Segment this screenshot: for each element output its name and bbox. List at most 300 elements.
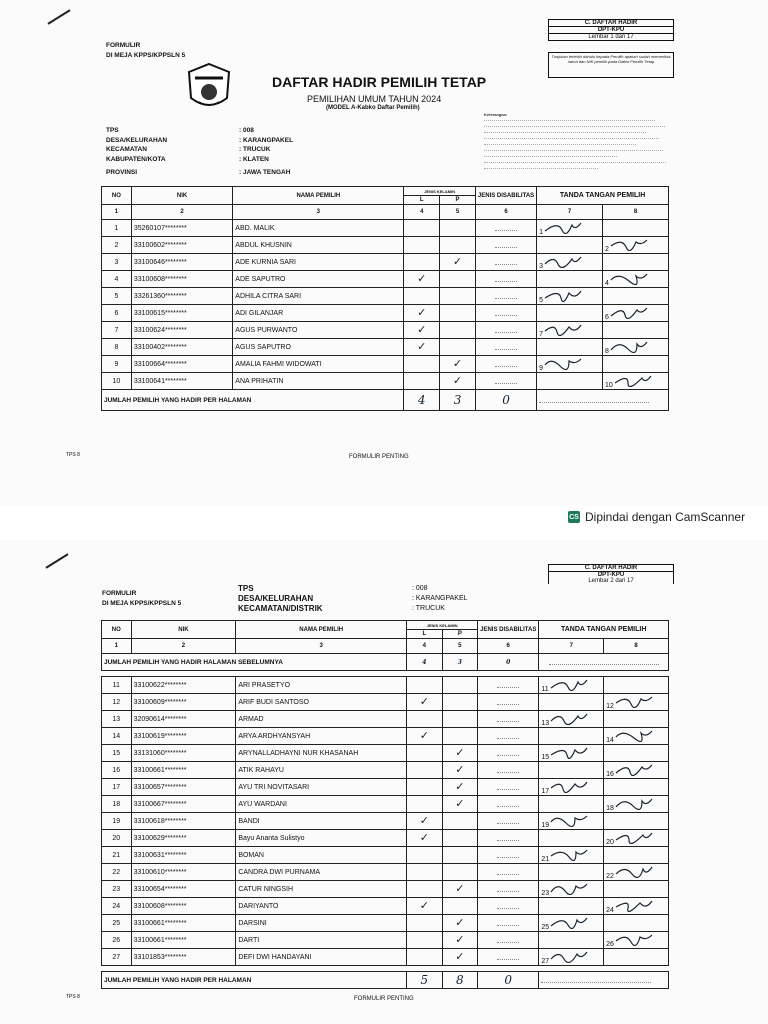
- signature-cell-even: [603, 373, 669, 390]
- column-number-row: [102, 205, 669, 220]
- gender-p-cell: [440, 322, 476, 339]
- footer-formulir: FORMULIR PENTING: [349, 454, 409, 460]
- signature-cell-odd: [537, 322, 603, 339]
- voter-name-cell: ARMAD: [236, 711, 407, 728]
- signature-cell-even: [604, 745, 669, 762]
- table-row: [102, 237, 669, 254]
- signature-slot-number: 18: [606, 805, 614, 812]
- voter-table-page-2: [101, 620, 669, 989]
- signature-cell-odd: [537, 339, 603, 356]
- signature-cell-odd: [539, 745, 604, 762]
- signature-slot-number: 10: [605, 382, 613, 389]
- dotted-line: [495, 309, 517, 316]
- dotted-line: [495, 224, 517, 231]
- col-num: 6: [475, 205, 536, 220]
- signature-cell-odd: [537, 305, 603, 322]
- nik-cell: 33100602********: [131, 237, 232, 254]
- voter-name-cell: ADE SAPUTRO: [233, 271, 404, 288]
- footer-formulir: FORMULIR PENTING: [354, 996, 414, 1002]
- handwritten-signature-icon: [609, 305, 649, 319]
- voter-name-cell: DEFI DWI HANDAYANI: [236, 949, 407, 966]
- dotted-line: [495, 326, 517, 333]
- signature-cell-even: [604, 864, 669, 881]
- gender-p-cell: ✓: [442, 779, 478, 796]
- gender-p-cell: [440, 305, 476, 322]
- kpu-emblem-icon: [185, 62, 233, 114]
- signature-slot-number: 13: [541, 720, 550, 727]
- col-num: 7: [537, 205, 603, 220]
- row-number: 2: [102, 237, 132, 254]
- gender-p-cell: ✓: [440, 254, 476, 271]
- gender-l-cell: [407, 677, 443, 694]
- dotted-line: [497, 783, 519, 790]
- nik-cell: 33100622********: [131, 677, 236, 694]
- table-row: [102, 779, 669, 796]
- col-num: 3: [236, 639, 407, 654]
- voter-name-cell: AMALIA FAHMI WIDOWATI: [233, 356, 404, 373]
- total-disabilitas: 0: [475, 390, 536, 411]
- dotted-line: [497, 732, 519, 739]
- gender-l-cell: [407, 796, 443, 813]
- gender-l-cell: [407, 762, 443, 779]
- gender-l-cell: [404, 373, 440, 390]
- signature-cell-even: [604, 949, 669, 966]
- disability-cell: [475, 237, 536, 254]
- handwritten-signature-icon: [549, 779, 589, 793]
- info-values: [239, 126, 293, 178]
- row-number: 24: [102, 898, 132, 915]
- handwritten-signature-icon: [609, 339, 649, 353]
- footer-tps: TPS 8: [66, 452, 80, 458]
- nik-cell: 33100618********: [131, 813, 236, 830]
- handwritten-signature-icon: [614, 728, 654, 742]
- gender-l-cell: [404, 254, 440, 271]
- signature-cell-even: [604, 881, 669, 898]
- signature-cell-odd: [539, 711, 604, 728]
- dotted-line: [495, 241, 517, 248]
- signature-slot-number: 2: [605, 246, 609, 253]
- header-tanda-tangan: TANDA TANGAN PEMILIH: [537, 187, 669, 205]
- signature-cell-even: [604, 847, 669, 864]
- info-label-provinsi: PROVINSI: [106, 169, 138, 176]
- signature-slot-number: 17: [541, 788, 550, 795]
- corner-box-code: DPT-KPU: [549, 27, 673, 34]
- total-l: 5: [407, 972, 443, 989]
- row-number: 18: [102, 796, 132, 813]
- voter-name-cell: AGUS SAPUTRO: [233, 339, 404, 356]
- signature-cell-even: [604, 762, 669, 779]
- nik-cell: 33261360********: [131, 288, 232, 305]
- gender-p-cell: ✓: [442, 932, 478, 949]
- handwritten-signature-icon: [614, 898, 654, 912]
- row-number: 1: [102, 220, 132, 237]
- nik-cell: 33100624********: [131, 322, 232, 339]
- table-row: [102, 915, 669, 932]
- disability-cell: [478, 915, 539, 932]
- dotted-line: [497, 681, 519, 688]
- dotted-line: [497, 715, 519, 722]
- info-label-desa: DESA/KELURAHAN: [106, 136, 168, 144]
- row-number: 6: [102, 305, 132, 322]
- signature-slot-number: 6: [605, 314, 609, 321]
- signature-cell-even: [603, 305, 669, 322]
- header-l: L: [407, 630, 443, 639]
- info-label-desa: DESA/KELURAHAN: [238, 594, 314, 603]
- voter-name-cell: ARI PRASETYO: [236, 677, 407, 694]
- signature-cell-odd: [537, 254, 603, 271]
- signature-slot-number: 5: [539, 297, 544, 304]
- dotted-line: [497, 902, 519, 909]
- disability-cell: [478, 796, 539, 813]
- table-row: [102, 813, 669, 830]
- disability-cell: [478, 779, 539, 796]
- info-value-kabupaten: : KLATEN: [239, 155, 269, 163]
- dotted-line: [497, 800, 519, 807]
- handwritten-signature-icon: [549, 915, 589, 929]
- signature-cell-even: [604, 677, 669, 694]
- gender-p-cell: ✓: [442, 949, 478, 966]
- corner-box: [548, 19, 674, 41]
- nik-cell: 33100615********: [131, 305, 232, 322]
- sheet-number: Lembar 1 dari 17: [588, 34, 634, 40]
- sheet-number: Lembar 2 dari 17: [588, 578, 634, 584]
- handwritten-signature-icon: [614, 864, 654, 878]
- signature-cell-odd: [539, 898, 604, 915]
- dotted-line: [497, 817, 519, 824]
- dotted-line: [497, 698, 519, 705]
- signature-cell-odd: [539, 813, 604, 830]
- nik-cell: 33100657********: [131, 779, 236, 796]
- row-number: 13: [102, 711, 132, 728]
- info-value-desa: : KARANGPAKEL: [412, 595, 468, 602]
- handwritten-signature-icon: [543, 288, 583, 302]
- gender-p-cell: [442, 728, 478, 745]
- table-row: [102, 949, 669, 966]
- gender-p-cell: ✓: [440, 356, 476, 373]
- disability-cell: [478, 932, 539, 949]
- gender-p-cell: [440, 237, 476, 254]
- row-number: 21: [102, 847, 132, 864]
- disability-cell: [478, 711, 539, 728]
- dotted-line: [497, 953, 519, 960]
- gender-l-cell: [407, 915, 443, 932]
- signature-slot-number: 4: [605, 280, 609, 287]
- signature-cell-even: [604, 796, 669, 813]
- signature-slot-number: 23: [541, 890, 550, 897]
- dotted-line: [495, 292, 517, 299]
- total-p: 3: [440, 390, 476, 411]
- nik-cell: 33100629********: [131, 830, 236, 847]
- row-number: 23: [102, 881, 132, 898]
- voter-name-cell: ADE KURNIA SARI: [233, 254, 404, 271]
- voter-table-page-1: [101, 186, 669, 411]
- gender-p-cell: [440, 271, 476, 288]
- handwritten-signature-icon: [549, 711, 589, 725]
- disability-cell: [478, 813, 539, 830]
- nik-cell: 33100646********: [131, 254, 232, 271]
- gender-p-cell: [442, 864, 478, 881]
- nik-cell: 33100661********: [131, 762, 236, 779]
- row-number: 22: [102, 864, 132, 881]
- form-label: FORMULIR: [106, 42, 141, 49]
- disability-cell: [475, 373, 536, 390]
- signature-cell-odd: [537, 271, 603, 288]
- row-number: 8: [102, 339, 132, 356]
- col-num: 3: [233, 205, 404, 220]
- row-number: 25: [102, 915, 132, 932]
- nik-cell: 33100610********: [131, 864, 236, 881]
- info-label-kecamatan: KECAMATAN/DISTRIK: [238, 604, 323, 613]
- disability-cell: [475, 322, 536, 339]
- row-number: 20: [102, 830, 132, 847]
- nik-cell: 33100641********: [131, 373, 232, 390]
- info-value-desa: : KARANGPAKEL: [239, 136, 294, 144]
- nik-cell: 33100402********: [131, 339, 232, 356]
- gender-l-cell: ✓: [407, 728, 443, 745]
- camscanner-logo-icon: CS: [568, 511, 580, 523]
- col-num: 8: [604, 639, 669, 654]
- model-label: (MODEL A-Kabko Daftar Pemilih): [326, 105, 420, 111]
- keterangan-block: [484, 112, 674, 169]
- gender-l-cell: ✓: [407, 830, 443, 847]
- col-num: 4: [404, 205, 440, 220]
- gender-l-cell: [407, 711, 443, 728]
- signature-cell-odd: [539, 932, 604, 949]
- signature-cell-even: [604, 898, 669, 915]
- handwritten-signature-icon: [614, 796, 654, 810]
- voter-name-cell: Bayu Ananta Sulistyo: [236, 830, 407, 847]
- info-label-kecamatan: KECAMATAN: [106, 146, 147, 153]
- handwritten-signature-icon: [543, 220, 583, 234]
- gender-p-cell: [442, 898, 478, 915]
- total-p: 8: [442, 972, 478, 989]
- signature-slot-number: 21: [541, 856, 550, 863]
- row-number: 27: [102, 949, 132, 966]
- total-label: JUMLAH PEMILIH YANG HADIR PER HALAMAN: [102, 972, 407, 989]
- handwritten-signature-icon: [549, 745, 589, 759]
- signature-slot-number: 1: [539, 229, 544, 236]
- signature-slot-number: 11: [541, 686, 549, 693]
- table-row: [102, 356, 669, 373]
- signature-cell-even: [603, 220, 669, 237]
- corner-box: [548, 564, 674, 584]
- info-labels: [238, 584, 323, 614]
- voter-name-cell: AGUS PURWANTO: [233, 322, 404, 339]
- disability-cell: [475, 356, 536, 373]
- voter-name-cell: ADHILA CITRA SARI: [233, 288, 404, 305]
- row-number: 14: [102, 728, 132, 745]
- voter-notice: Tunjukan terlebih dahulu kepada Pemilih apakah sudah memeriksa nama dan NIK pemilih pada Daftar Pemilih Tetap: [548, 52, 674, 78]
- handwritten-signature-icon: [609, 237, 649, 251]
- signature-cell-even: [604, 830, 669, 847]
- previous-total-label: JUMLAH PEMILIH YANG HADIR HALAMAN SEBELUMNYA: [102, 654, 407, 671]
- voter-name-cell: DARIYANTO: [236, 898, 407, 915]
- signature-cell-even: [603, 254, 669, 271]
- signature-slot-number: 12: [606, 703, 614, 710]
- corner-box-code: DPT-KPU: [597, 572, 625, 578]
- header-nik: NIK: [131, 187, 232, 205]
- table-row: [102, 711, 669, 728]
- disability-cell: [478, 898, 539, 915]
- dotted-line: [495, 377, 517, 384]
- gender-l-cell: ✓: [407, 813, 443, 830]
- camscanner-text: Dipindai dengan CamScanner: [585, 510, 746, 524]
- signature-cell-even: [604, 813, 669, 830]
- scanned-page-1: [0, 0, 768, 505]
- header-l: L: [404, 196, 440, 205]
- voter-name-cell: ARYNALLADHAYNI NUR KHASANAH: [236, 745, 407, 762]
- row-number: 3: [102, 254, 132, 271]
- signature-cell-even: [604, 694, 669, 711]
- signature-slot-number: 26: [606, 941, 614, 948]
- header-disabilitas: JENIS DISABILITAS: [475, 187, 536, 205]
- disability-cell: [475, 305, 536, 322]
- signature-cell-odd: [537, 237, 603, 254]
- previous-total-l: 4: [407, 654, 443, 671]
- signature-cell-odd: [539, 830, 604, 847]
- signature-cell-even: [604, 915, 669, 932]
- form-sub-label: DI MEJA KPPS/KPPSLN 5: [102, 600, 182, 607]
- nik-cell: 33100609********: [131, 694, 236, 711]
- voter-name-cell: ABDUL KHUSNIN: [233, 237, 404, 254]
- signature-slot-number: 14: [606, 737, 614, 744]
- signature-cell-odd: [539, 864, 604, 881]
- header-nama: NAMA PEMILIH: [233, 187, 404, 205]
- dotted-line: [497, 834, 519, 841]
- signature-cell-odd: [539, 881, 604, 898]
- signature-cell-odd: [537, 288, 603, 305]
- signature-slot-number: 19: [541, 822, 550, 829]
- gender-p-cell: ✓: [442, 915, 478, 932]
- info-label-tps: TPS: [106, 127, 119, 134]
- table-row: [102, 339, 669, 356]
- gender-p-cell: [440, 220, 476, 237]
- footer-tps: TPS 8: [66, 994, 80, 1000]
- table-row: [102, 881, 669, 898]
- table-row: [102, 728, 669, 745]
- header-no: NO: [102, 621, 132, 639]
- header-no: NO: [102, 187, 132, 205]
- table-row: [102, 305, 669, 322]
- pen-mark: [45, 553, 68, 568]
- camscanner-watermark: [568, 510, 745, 524]
- signature-cell-even: [604, 779, 669, 796]
- gender-l-cell: [407, 847, 443, 864]
- gender-l-cell: [404, 220, 440, 237]
- form-label: FORMULIR: [102, 590, 137, 597]
- total-label: JUMLAH PEMILIH YANG HADIR PER HALAMAN: [102, 390, 404, 411]
- gender-l-cell: [407, 881, 443, 898]
- disability-cell: [478, 864, 539, 881]
- disability-cell: [475, 339, 536, 356]
- signature-cell-even: [603, 322, 669, 339]
- signature-cell-odd: [537, 356, 603, 373]
- row-number: 4: [102, 271, 132, 288]
- voter-name-cell: CATUR NINGSIH: [236, 881, 407, 898]
- voter-name-cell: AYU WARDANI: [236, 796, 407, 813]
- table-row: [102, 677, 669, 694]
- gender-p-cell: ✓: [442, 881, 478, 898]
- row-number: 15: [102, 745, 132, 762]
- dotted-line: [497, 885, 519, 892]
- gender-l-cell: [407, 745, 443, 762]
- row-number: 17: [102, 779, 132, 796]
- table-row: [102, 796, 669, 813]
- gender-p-cell: ✓: [442, 796, 478, 813]
- previous-total-disabilitas: 0: [478, 654, 539, 671]
- gender-l-cell: ✓: [404, 271, 440, 288]
- dotted-line: [497, 851, 519, 858]
- table-row: [102, 373, 669, 390]
- info-value-provinsi: : JAWA TENGAH: [239, 169, 291, 176]
- gender-l-cell: ✓: [407, 694, 443, 711]
- handwritten-signature-icon: [543, 356, 583, 370]
- col-num: 2: [131, 639, 236, 654]
- previous-total-p: 3: [442, 654, 478, 671]
- gender-p-cell: [440, 339, 476, 356]
- nik-cell: 33100608********: [131, 898, 236, 915]
- gender-l-cell: [407, 932, 443, 949]
- disability-cell: [478, 728, 539, 745]
- dotted-line: [495, 360, 517, 367]
- row-number: 10: [102, 373, 132, 390]
- col-num: 8: [603, 205, 669, 220]
- signature-cell-odd: [539, 779, 604, 796]
- handwritten-signature-icon: [549, 677, 589, 691]
- disability-cell: [475, 288, 536, 305]
- signature-cell-even: [603, 237, 669, 254]
- voter-name-cell: DARSINI: [236, 915, 407, 932]
- col-num: 6: [478, 639, 539, 654]
- gender-p-cell: [442, 711, 478, 728]
- signature-cell-odd: [539, 847, 604, 864]
- handwritten-signature-icon: [549, 881, 589, 895]
- voter-name-cell: ATIK RAHAYU: [236, 762, 407, 779]
- disability-cell: [475, 220, 536, 237]
- signature-slot-number: 8: [605, 348, 609, 355]
- signature-cell-odd: [539, 677, 604, 694]
- table-row: [102, 830, 669, 847]
- nik-cell: 32090614********: [131, 711, 236, 728]
- signature-cell-odd: [539, 762, 604, 779]
- handwritten-signature-icon: [549, 949, 589, 963]
- handwritten-signature-icon: [543, 322, 583, 336]
- header-p: P: [440, 196, 476, 205]
- col-num: 1: [102, 205, 132, 220]
- scanned-page-2: [0, 540, 768, 1024]
- row-number: 26: [102, 932, 132, 949]
- disability-cell: [478, 694, 539, 711]
- info-label-tps: TPS: [238, 584, 254, 593]
- handwritten-signature-icon: [614, 694, 654, 708]
- signature-slot-number: 27: [541, 958, 550, 965]
- dotted-line: [497, 749, 519, 756]
- signature-cell-odd: [539, 915, 604, 932]
- gender-l-cell: [407, 779, 443, 796]
- signature-cell-even: [603, 356, 669, 373]
- signature-slot-number: 15: [541, 754, 550, 761]
- page-subtitle: PEMILIHAN UMUM TAHUN 2024: [307, 94, 442, 104]
- header-tanda-tangan: TANDA TANGAN PEMILIH: [539, 621, 669, 639]
- info-value-kecamatan: : TRUCUK: [412, 605, 445, 612]
- pen-mark: [47, 9, 70, 24]
- header-jenis-kelamin: JENIS KELAMIN: [407, 621, 478, 630]
- signature-slot-number: 22: [606, 873, 614, 880]
- signature-slot-number: 24: [606, 907, 614, 914]
- nik-cell: 35260107********: [131, 220, 232, 237]
- header-disabilitas: JENIS DISABILITAS: [478, 621, 539, 639]
- dotted-line: [497, 936, 519, 943]
